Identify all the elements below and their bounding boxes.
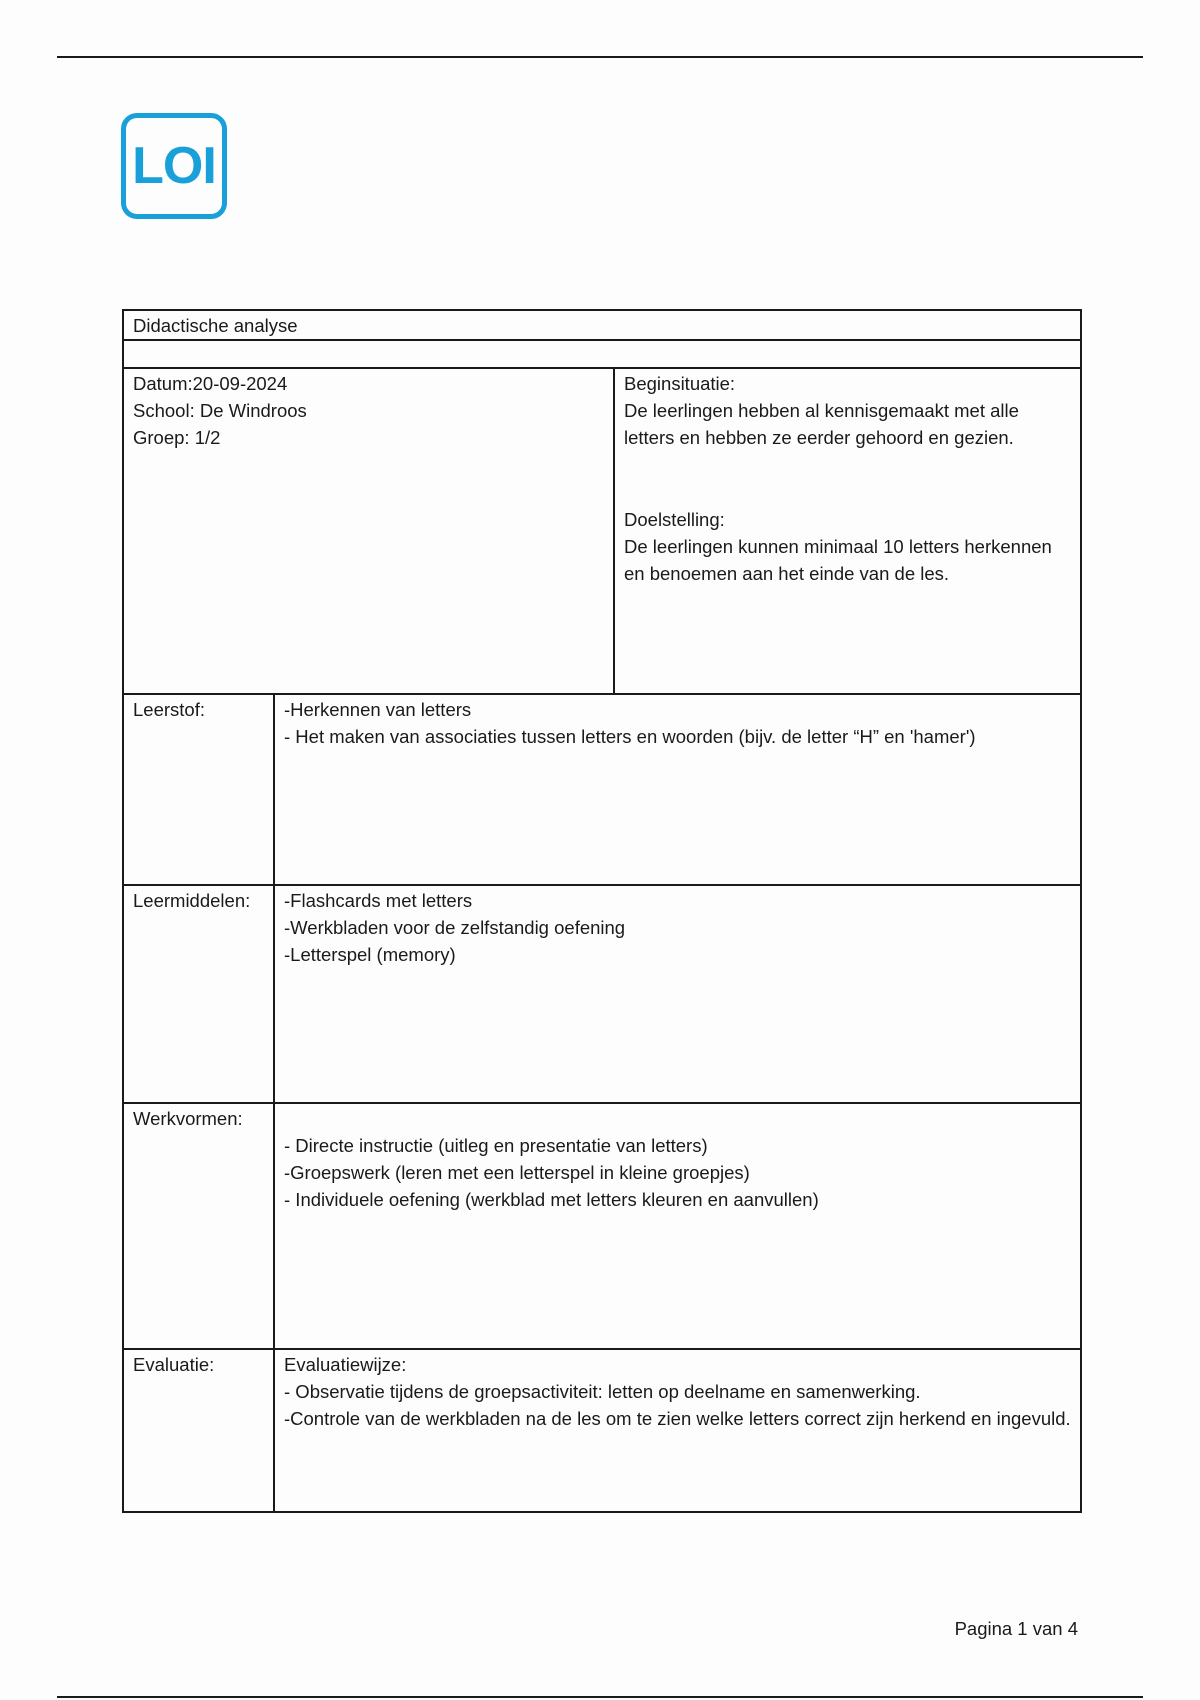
evaluatie-label: Evaluatie: bbox=[133, 1354, 215, 1375]
evaluatie-content bbox=[274, 1349, 1081, 1512]
leermiddelen-label: Leermiddelen: bbox=[133, 890, 251, 911]
werkvormen-label: Werkvormen: bbox=[133, 1108, 243, 1129]
top-rule bbox=[57, 56, 1143, 58]
empty-cell bbox=[123, 340, 1081, 368]
leermiddelen-label-cell bbox=[123, 885, 274, 1103]
doelstelling-text: De leerlingen kunnen minimaal 10 letters herkennen en benoemen aan het einde van de les. bbox=[624, 536, 1052, 584]
situation-cell bbox=[614, 368, 1081, 694]
bottom-rule bbox=[57, 1696, 1143, 1698]
didactic-analysis-table bbox=[122, 309, 1082, 1513]
spacer bbox=[624, 451, 1071, 506]
title-row bbox=[123, 310, 1081, 340]
list-item: -Groepswerk (leren met een letterspel in kleine groepjes) bbox=[284, 1162, 750, 1183]
list-item: -Herkennen van letters bbox=[284, 699, 472, 720]
leermiddelen-row bbox=[123, 885, 1081, 1103]
empty-row bbox=[123, 340, 1081, 368]
datum: Datum:20-09-2024 bbox=[133, 373, 288, 394]
table-title: Didactische analyse bbox=[133, 315, 298, 336]
werkvormen-row bbox=[123, 1103, 1081, 1349]
groep: Groep: 1/2 bbox=[133, 427, 221, 448]
list-item: - Individuele oefening (werkblad met letters kleuren en aanvullen) bbox=[284, 1189, 819, 1210]
logo-text: LOI bbox=[132, 137, 216, 195]
leerstof-label-cell bbox=[123, 694, 274, 885]
list-item: -Werkbladen voor de zelfstandig oefening bbox=[284, 917, 626, 938]
leerstof-row bbox=[123, 694, 1081, 885]
leerstof-label: Leerstof: bbox=[133, 699, 205, 720]
list-item: -Flashcards met letters bbox=[284, 890, 473, 911]
list-item: -Controle van de werkbladen na de les om te zien welke letters correct zijn herkend en ingevuld. bbox=[284, 1408, 1071, 1429]
leerstof-content bbox=[274, 694, 1081, 885]
evaluatie-row bbox=[123, 1349, 1081, 1512]
list-item: Evaluatiewijze: bbox=[284, 1354, 407, 1375]
info-cell bbox=[123, 368, 614, 694]
school: School: De Windroos bbox=[133, 400, 307, 421]
doelstelling-label: Doelstelling: bbox=[624, 509, 725, 530]
beginsituatie-label: Beginsituatie: bbox=[624, 373, 736, 394]
werkvormen-label-cell bbox=[123, 1103, 274, 1349]
list-item: - Directe instructie (uitleg en presentatie van letters) bbox=[284, 1135, 708, 1156]
list-item: - Het maken van associaties tussen letters en woorden (bijv. de letter “H” en 'hamer') bbox=[284, 726, 976, 747]
info-row bbox=[123, 368, 1081, 694]
list-item: -Letterspel (memory) bbox=[284, 944, 456, 965]
leermiddelen-content bbox=[274, 885, 1081, 1103]
beginsituatie-text: De leerlingen hebben al kennisgemaakt met alle letters en hebben ze eerder gehoord en gezien. bbox=[624, 400, 1019, 448]
loi-logo bbox=[121, 113, 227, 219]
title-cell bbox=[123, 310, 1081, 340]
page-number: Pagina 1 van 4 bbox=[954, 1618, 1078, 1639]
evaluatie-label-cell bbox=[123, 1349, 274, 1512]
list-item: - Observatie tijdens de groepsactiviteit: letten op deelname en samenwerking. bbox=[284, 1381, 921, 1402]
spacer bbox=[284, 1105, 1071, 1132]
werkvormen-content bbox=[274, 1103, 1081, 1349]
